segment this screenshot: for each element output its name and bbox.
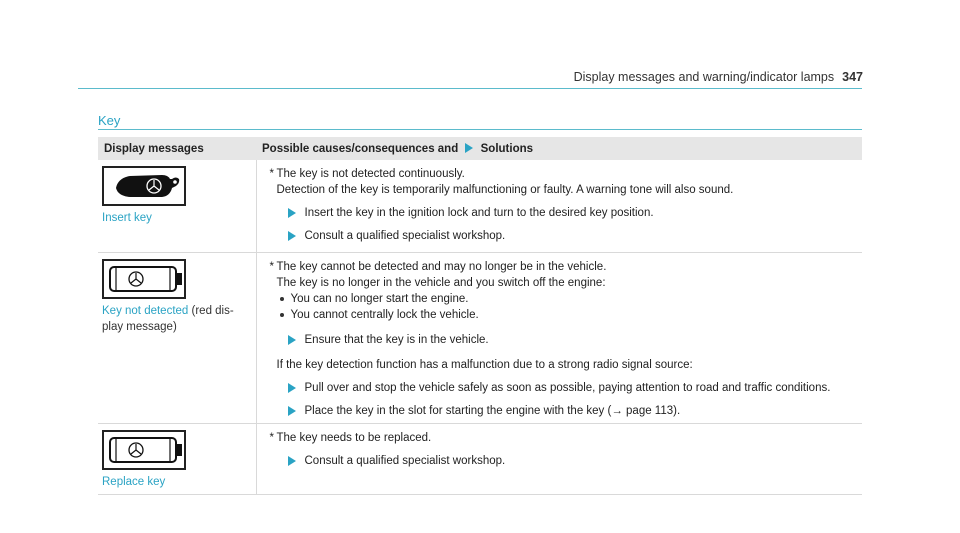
detail-text: If the key detection function has a malfunction due to a strong radio signal source:: [276, 358, 693, 371]
solution-step-text: Consult a qualified specialist workshop.: [304, 454, 506, 467]
col-header-causes-text: Possible causes/consequences and: [262, 142, 459, 155]
solution-arrow-icon: [288, 406, 296, 416]
key-fob-icon: [102, 166, 186, 206]
solution-step-text: Place the key in the slot for starting the engine with the key (→ page 113).: [304, 404, 681, 417]
table-row: [98, 252, 862, 423]
cause-cell: [256, 423, 862, 494]
page-number: 347: [842, 70, 863, 84]
solution-step: [263, 205, 857, 221]
display-messages-table: [98, 137, 862, 495]
solution-step-text: Ensure that the key is in the vehicle.: [304, 333, 489, 346]
key-outline-icon: [102, 259, 186, 299]
bullet-item: [263, 307, 857, 323]
page-header: [574, 70, 863, 84]
message-cell: [98, 160, 256, 252]
solution-step: [263, 453, 857, 469]
cause-text: * The key needs to be replaced.: [269, 431, 432, 444]
table-row: [98, 160, 862, 252]
table-header-row: [98, 137, 862, 160]
solution-arrow-icon: [288, 335, 296, 345]
message-note: (red dis-: [191, 304, 234, 317]
cause-cell: [256, 252, 862, 423]
section-title: Key: [98, 113, 121, 128]
section-divider: [98, 129, 862, 130]
message-replace-key: Replace key: [102, 475, 166, 488]
solution-arrow-icon: [288, 231, 296, 241]
cause-text: * The key is not detected continuously.: [269, 168, 465, 180]
cause-cell: [256, 160, 862, 252]
message-insert-key: Insert key: [102, 212, 152, 224]
header-title: Display messages and warning/indicator lamps: [573, 70, 835, 84]
message-note-cont: play message): [102, 320, 177, 333]
detail-text: Detection of the key is temporarily malfunctioning or faulty. A warning tone will also sound.: [276, 184, 734, 196]
cause-text-value: The key needs to be replaced.: [276, 431, 432, 444]
solution-arrow-icon: [288, 208, 296, 218]
key-outline-icon: [102, 430, 186, 470]
col-header-messages: Display messages: [98, 137, 256, 160]
cause-text-value: The key is not detected continuously.: [276, 168, 465, 180]
bullet-text: You can no longer start the engine.: [290, 292, 469, 305]
solution-arrow-icon: [288, 456, 296, 466]
solution-step-text: Insert the key in the ignition lock and turn to the desired key position.: [304, 207, 654, 219]
solution-arrow-icon: [288, 383, 296, 393]
solution-arrow-icon: [464, 143, 474, 153]
detail-text: The key is no longer in the vehicle and you switch off the engine:: [276, 276, 606, 289]
message-cell: [98, 423, 256, 494]
bullet-item: [263, 291, 857, 307]
solution-step: [263, 403, 857, 419]
cause-text-value: The key cannot be detected and may no longer be in the vehicle.: [276, 260, 607, 273]
col-header-solutions-text: Solutions: [480, 142, 534, 155]
table-row: [98, 423, 862, 494]
solution-step: [263, 228, 857, 244]
solution-step: [263, 380, 857, 396]
header-divider: [78, 88, 862, 89]
solution-step-text: Consult a qualified specialist workshop.: [304, 230, 506, 242]
col-header-causes: [256, 137, 862, 160]
cause-text: * The key cannot be detected and may no longer be in the vehicle.: [269, 260, 607, 273]
message-cell: [98, 252, 256, 423]
message-key-not-detected: Key not detected: [102, 304, 189, 317]
solution-step: [263, 332, 857, 348]
solution-step-text: Pull over and stop the vehicle safely as soon as possible, paying attention to road and traffic conditions.: [304, 381, 831, 394]
bullet-text: You cannot centrally lock the vehicle.: [290, 308, 479, 321]
